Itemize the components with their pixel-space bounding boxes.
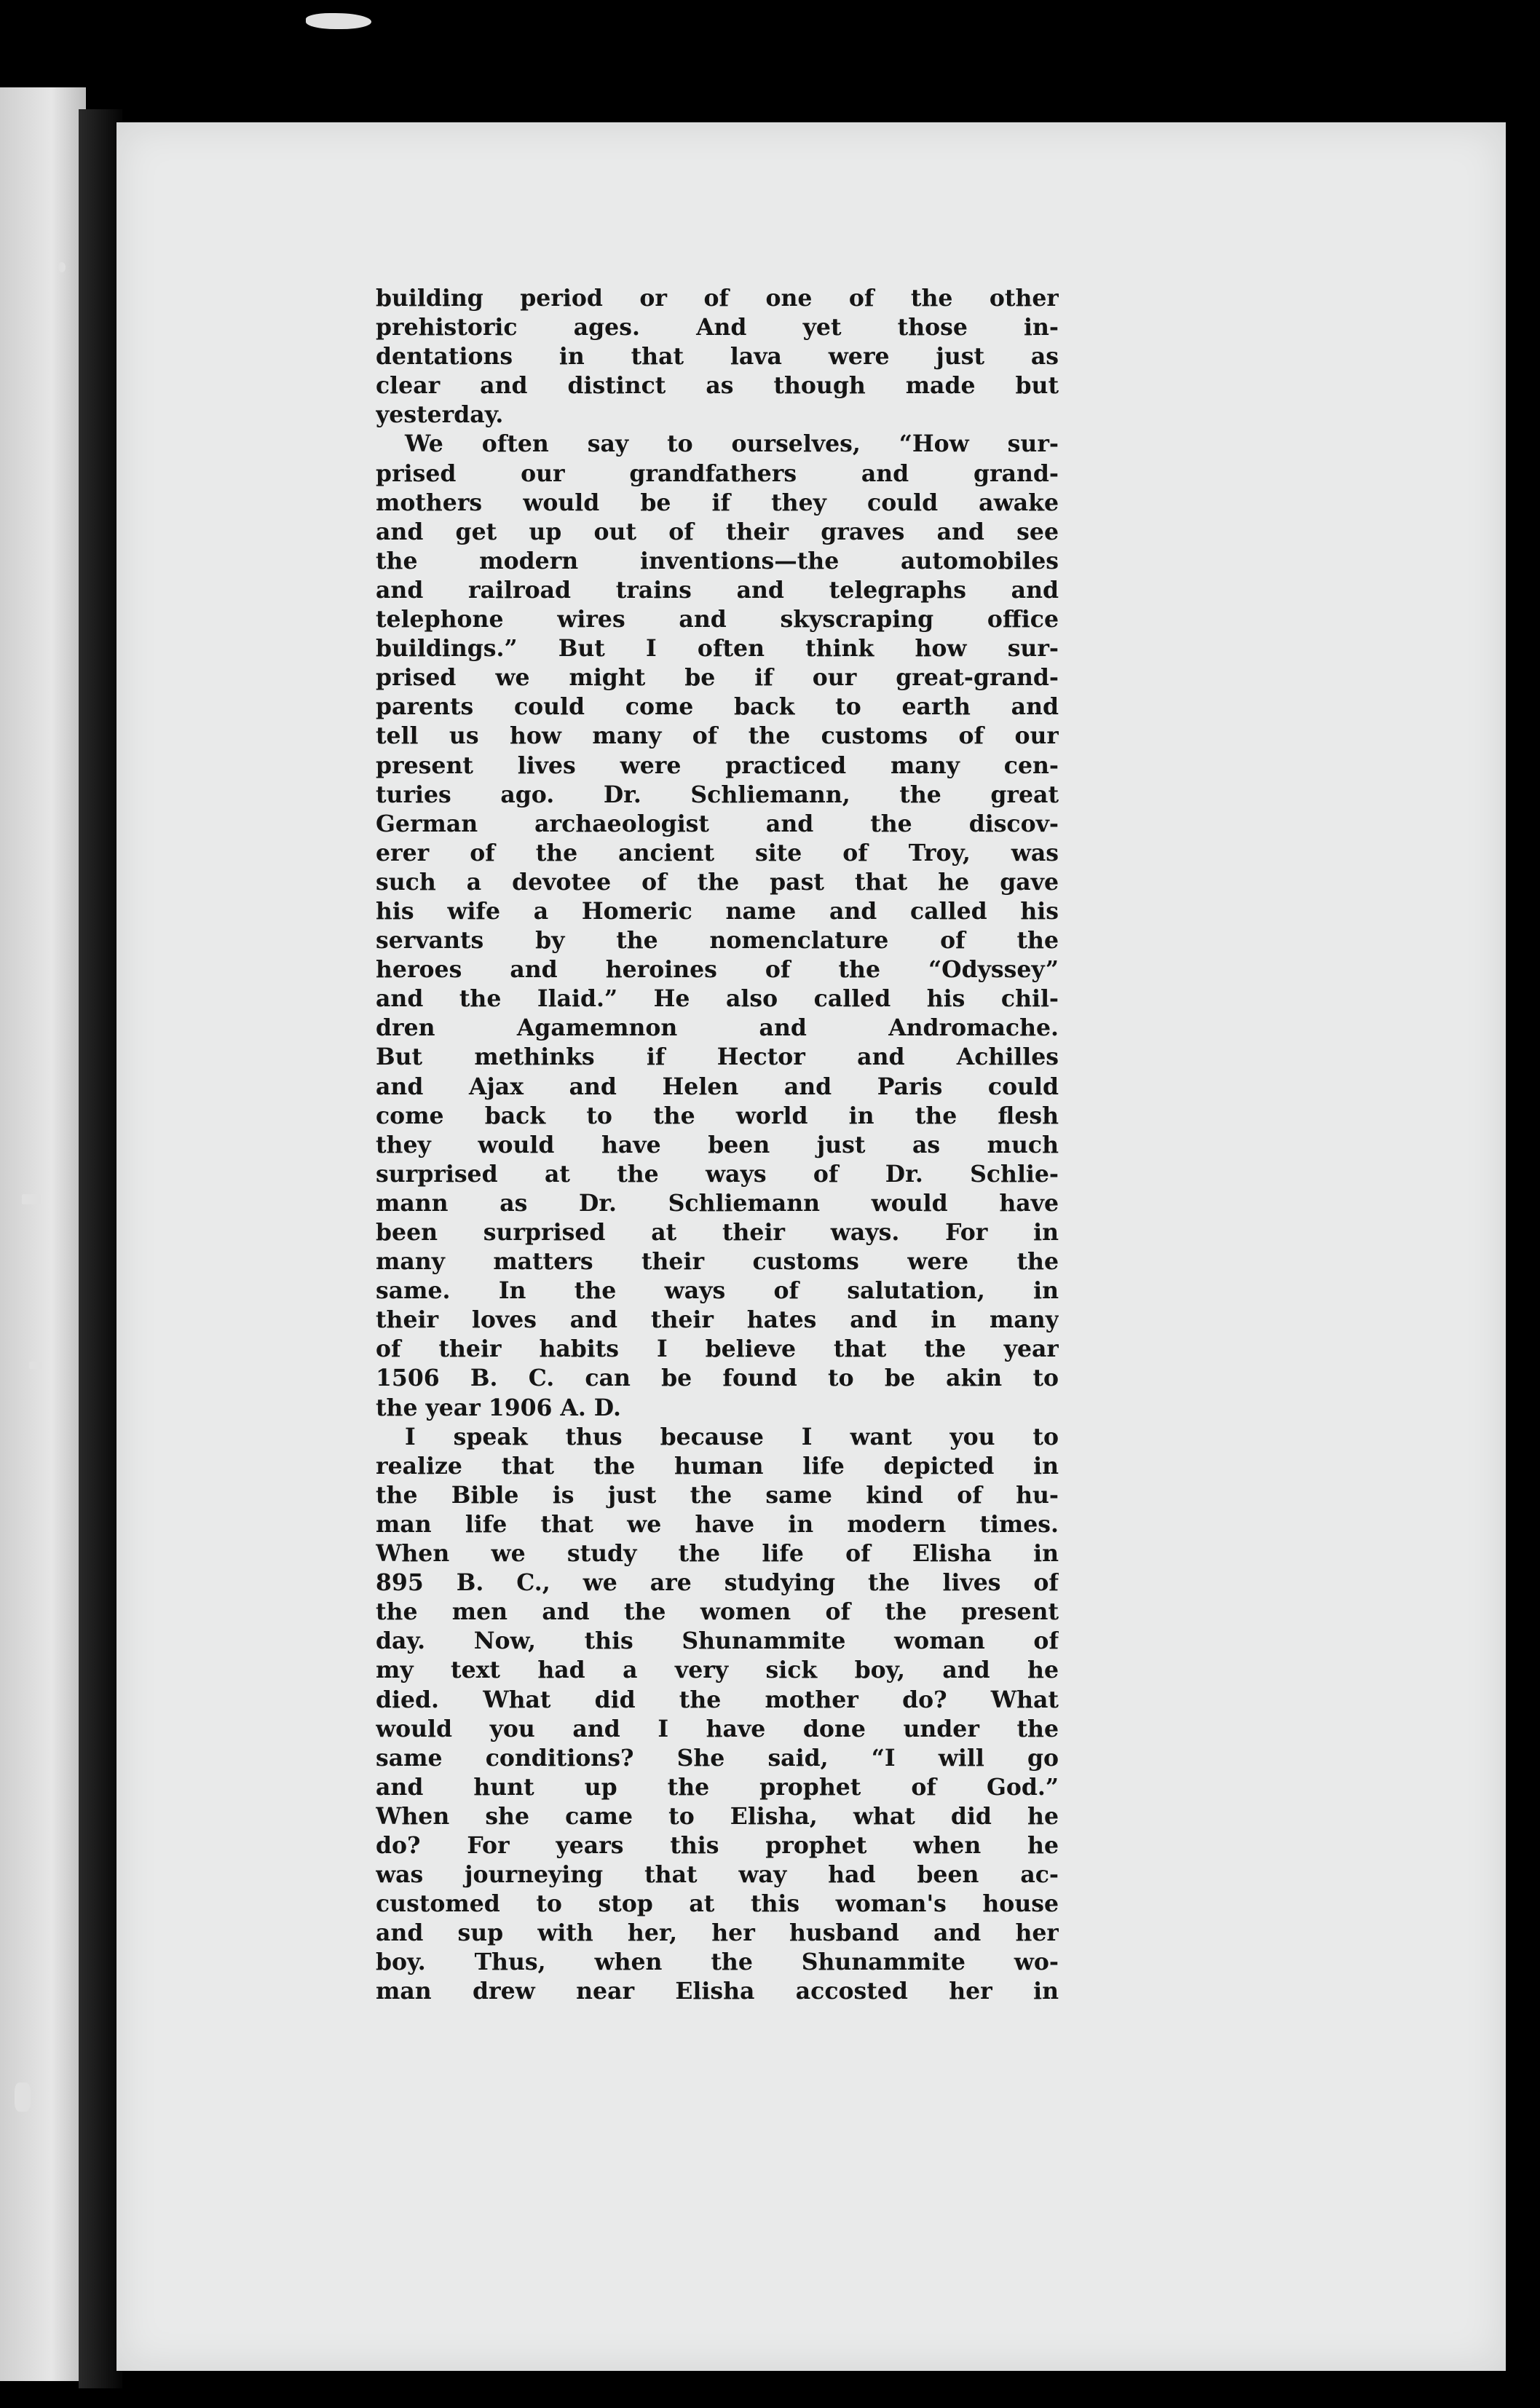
text-line: his wife a Homeric name and called his (376, 897, 1059, 925)
text-line: the year 1906 A. D. (376, 1394, 621, 1421)
text-line: and sup with her, her husband and her (376, 1919, 1059, 1947)
text-line: do? For years this prophet when he (376, 1831, 1059, 1859)
text-line: But methinks if Hector and Achilles (376, 1043, 1059, 1071)
text-line: mothers would be if they could awake (376, 489, 1059, 516)
text-line: German archaeologist and the discov- (376, 810, 1059, 837)
text-line: would you and I have done under the (376, 1715, 1059, 1742)
text-line: day. Now, this Shunammite woman of (376, 1627, 1059, 1655)
text-line: same conditions? She said, “I will go (376, 1744, 1059, 1772)
text-line: the Bible is just the same kind of hu- (376, 1481, 1059, 1509)
text-line: mann as Dr. Schliemann would have (376, 1189, 1059, 1217)
film-speck (22, 1194, 41, 1204)
text-line: turies ago. Dr. Schliemann, the great (376, 781, 1059, 808)
text-line: their loves and their hates and in many (376, 1306, 1059, 1334)
text-line: clear and distinct as though made but (376, 372, 1059, 400)
film-speck (15, 2083, 31, 2112)
text-line: 895 B. C., we are studying the lives of (376, 1569, 1059, 1597)
text-line: present lives were practiced many cen- (376, 751, 1059, 779)
text-line: buildings.” But I often think how sur- (376, 635, 1059, 663)
text-line: man drew near Elisha accosted her in (376, 1978, 1059, 2005)
text-line: When she came to Elisha, what did he (376, 1802, 1059, 1830)
text-line: yesterday. (376, 401, 504, 429)
text-line: and railroad trains and telegraphs and (376, 576, 1059, 604)
text-line: heroes and heroines of the “Odyssey” (376, 956, 1059, 984)
text-line: 1506 B. C. can be found to be akin to (376, 1365, 1059, 1392)
text-line: building period or of one of the other (376, 285, 1059, 312)
text-line: been surprised at their ways. For in (376, 1219, 1059, 1246)
text-line: of their habits I believe that the year (376, 1335, 1059, 1363)
text-line: my text had a very sick boy, and he (376, 1657, 1059, 1684)
text-line: died. What did the mother do? What (376, 1686, 1059, 1713)
text-line: customed to stop at this woman's house (376, 1890, 1059, 1918)
text-line: tell us how many of the customs of our (376, 722, 1059, 750)
film-speck (58, 262, 66, 272)
text-line: and Ajax and Helen and Paris could (376, 1073, 1059, 1100)
text-line: prised our grandfathers and grand- (376, 459, 1059, 487)
text-line: and get up out of their graves and see (376, 518, 1059, 545)
text-line: servants by the nomenclature of the (376, 927, 1059, 955)
text-line: they would have been just as much (376, 1131, 1059, 1158)
text-line: and the Ilaid.” He also called his chil- (376, 985, 1059, 1013)
text-line: telephone wires and skyscraping office (376, 606, 1059, 633)
text-line: realize that the human life depicted in (376, 1452, 1059, 1480)
text-line: I speak thus because I want you to (405, 1423, 1059, 1450)
text-line: prised we might be if our great-grand- (376, 664, 1059, 692)
text-line: the men and the women of the present (376, 1598, 1059, 1626)
text-line: same. In the ways of salutation, in (376, 1277, 1059, 1305)
text-line: parents could come back to earth and (376, 693, 1059, 721)
text-line: come back to the world in the flesh (376, 1102, 1059, 1129)
text-line: When we study the life of Elisha in (376, 1540, 1059, 1568)
text-line: the modern inventions—the automobiles (376, 547, 1059, 575)
body-text-column (376, 284, 1059, 2007)
text-line: and hunt up the prophet of God.” (376, 1773, 1059, 1801)
text-line: surprised at the ways of Dr. Schlie- (376, 1160, 1059, 1188)
film-speck (306, 13, 371, 29)
text-line: was journeying that way had been ac- (376, 1861, 1059, 1889)
text-line: man life that we have in modern times. (376, 1510, 1059, 1538)
page-gutter-shadow (79, 109, 122, 2388)
text-line: dren Agamemnon and Andromache. (376, 1014, 1059, 1042)
text-line: We often say to ourselves, “How sur- (405, 430, 1059, 458)
film-speck (29, 1362, 42, 1369)
text-line: boy. Thus, when the Shunammite wo- (376, 1949, 1059, 1976)
adjacent-page-edge (0, 87, 86, 2381)
text-line: prehistoric ages. And yet those in- (376, 314, 1059, 342)
text-line: dentations in that lava were just as (376, 343, 1059, 371)
text-line: erer of the ancient site of Troy, was (376, 839, 1059, 867)
text-line: such a devotee of the past that he gave (376, 868, 1059, 896)
text-line: many matters their customs were the (376, 1248, 1059, 1276)
